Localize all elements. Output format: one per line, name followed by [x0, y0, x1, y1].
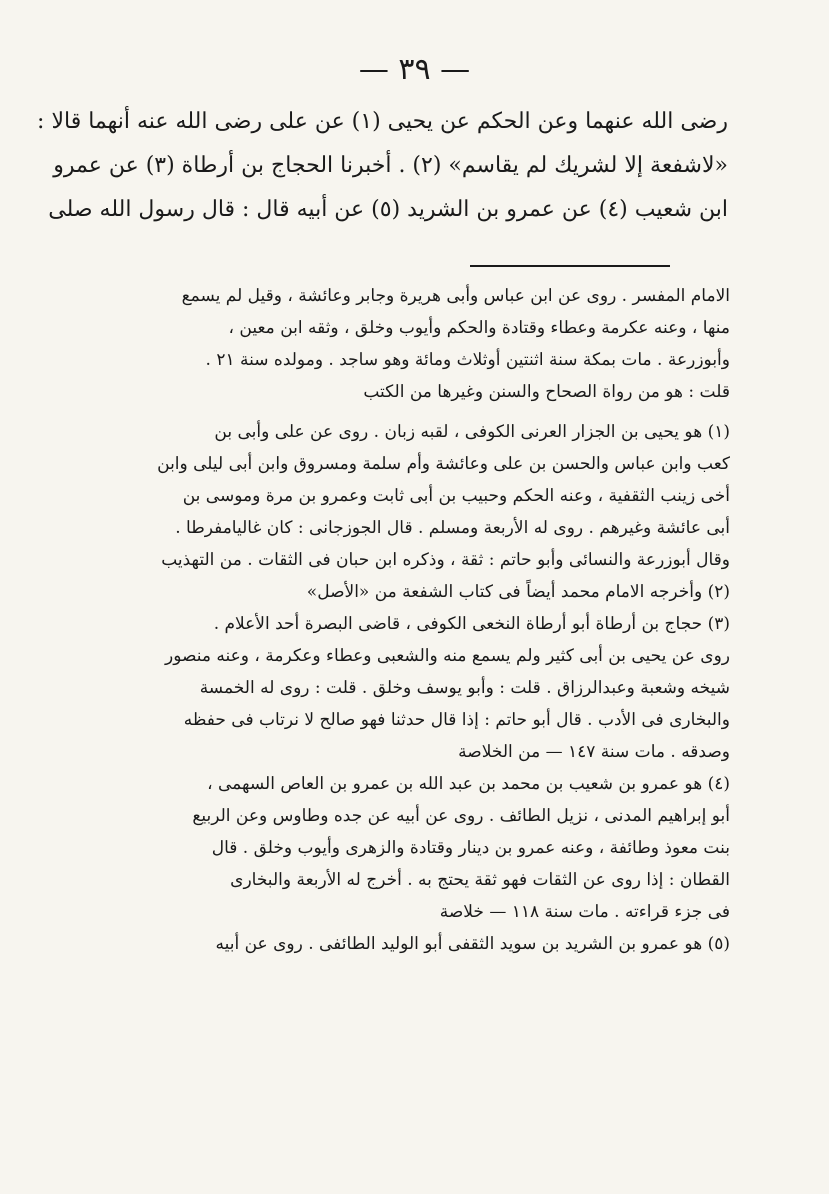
- footnote-line: روى عن يحيى بن أبى كثير ولم يسمع منه والشعبى وعطاء وعكرمة ، وعنه منصور: [165, 646, 730, 666]
- footnote-line: بنت معوذ وطائفة ، وعنه عمرو بن دينار وقتادة والزهرى وأيوب وخلق . قال: [211, 838, 730, 858]
- footnote-line: الامام المفسر . روى عن ابن عباس وأبى هريرة وجابر وعائشة ، وقيل لم يسمع: [181, 286, 730, 306]
- footnote-line: القطان : إذا روى عن الثقات فهو ثقة يحتج به . أخرج له الأربعة والبخارى: [230, 870, 730, 890]
- footnote-line: (٢) وأخرجه الامام محمد أيضاً فى كتاب الشفعة من «الأصل»: [306, 582, 730, 602]
- footnote-line: أخى زينب الثقفية ، وعنه الحكم وحبيب بن أبى ثابت وعمرو بن مرة وموسى بن: [182, 486, 730, 506]
- footnote-line: فى جزء قراءته . مات سنة ١١٨ — خلاصة: [439, 902, 730, 922]
- footnote-line: والبخارى فى الأدب . قال أبو حاتم : إذا قال حدثنا فهو صالح لا نرتاب فى حفظه: [183, 710, 730, 730]
- footnote-line: أبى عائشة وغيرهم . روى له الأربعة ومسلم . قال الجوزجانى : كان غاليامفرطا .: [175, 518, 730, 538]
- footnote-line: منها ، وعنه عكرمة وعطاء وقتادة والحكم وأيوب وخلق ، وثقه ابن معين ،: [228, 318, 730, 338]
- footnote-line: (١) هو يحيى بن الجزار العرنى الكوفى ، لقبه زبان . روى عن على وأبى بن: [214, 422, 730, 442]
- footnote-line: قلت : هو من رواة الصحاح والسنن وغيرها من الكتب: [363, 382, 730, 402]
- main-text: [37, 100, 728, 232]
- footnote-line: (٥) هو عمرو بن الشريد بن سويد الثقفى أبو الوليد الطائفى . روى عن أبيه: [215, 934, 730, 954]
- page-number: — ٣٩ —: [358, 52, 471, 87]
- footnote-line: وصدقه . مات سنة ١٤٧ — من الخلاصة: [458, 742, 730, 762]
- footnote-line: (٣) حجاج بن أرطاة أبو أرطاة النخعى الكوفى ، قاضى البصرة أحد الأعلام .: [213, 614, 730, 634]
- footnote-line: (٤) هو عمرو بن شعيب بن محمد بن عبد الله بن عمرو بن العاص السهمى ،: [207, 774, 730, 794]
- footnotes: [100, 280, 730, 960]
- footnote-line: شيخه وشعبة وعبدالرزاق . قلت : وأبو يوسف وخلق . قلت : روى له الخمسة: [199, 678, 730, 698]
- footnote-line: وقال أبوزرعة والنسائى وأبو حاتم : ثقة ، وذكره ابن حبان فى الثقات . من التهذيب: [161, 550, 730, 570]
- main-text-line: ابن شعيب (٤) عن عمرو بن الشريد (٥) عن أبيه قال : قال رسول الله صلى: [48, 197, 728, 222]
- footnote-line: وأبوزرعة . مات بمكة سنة اثنتين أوثلاث ومائة وهو ساجد . ومولده سنة ٢١ .: [205, 350, 730, 370]
- main-text-line: رضى الله عنهما وعن الحكم عن يحيى (١) عن على رضى الله عنه أنهما قالا :: [37, 109, 728, 134]
- footnote-line: كعب وابن عباس والحسن بن على وعائشة وأم سلمة ومسروق وابن أبى ليلى وابن: [157, 454, 730, 474]
- main-text-line: «لاشفعة إلا لشريك لم يقاسم» (٢) . أخبرنا الحجاج بن أرطاة (٣) عن عمرو: [53, 153, 728, 178]
- footnote-line: أبو إبراهيم المدنى ، نزيل الطائف . روى عن أبيه عن جده وطاوس وعن الربيع: [192, 806, 730, 826]
- footnote-divider: [470, 265, 670, 267]
